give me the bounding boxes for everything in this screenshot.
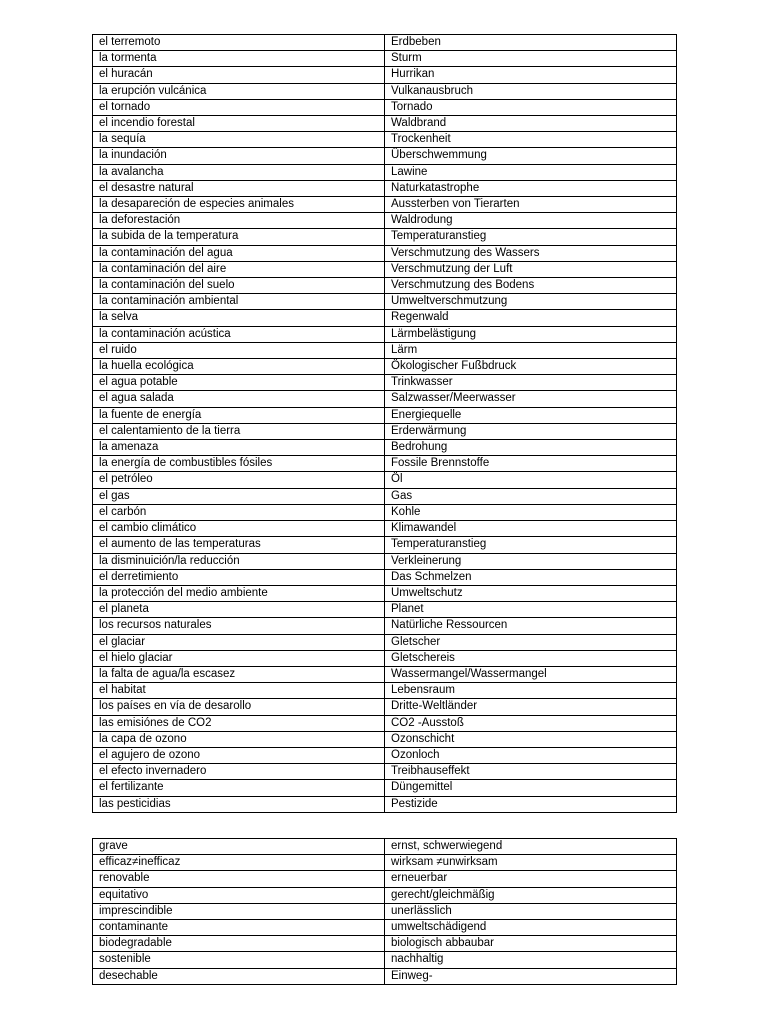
german-translation: Lärm: [385, 342, 677, 358]
table-row: [93, 887, 677, 903]
table-row: [93, 83, 677, 99]
vocabulary-table-body: [93, 839, 677, 985]
table-row: [93, 440, 677, 456]
table-row: [93, 359, 677, 375]
spanish-term: la erupción vulcánica: [93, 83, 385, 99]
spanish-term: el glaciar: [93, 634, 385, 650]
german-translation: Überschwemmung: [385, 148, 677, 164]
spanish-term: la protección del medio ambiente: [93, 585, 385, 601]
spanish-term: el agua salada: [93, 391, 385, 407]
table-row: [93, 855, 677, 871]
spanish-term: el tornado: [93, 99, 385, 115]
german-translation: umweltschädigend: [385, 920, 677, 936]
table-row: [93, 67, 677, 83]
german-translation: Verkleinerung: [385, 553, 677, 569]
german-translation: Fossile Brennstoffe: [385, 456, 677, 472]
german-translation: Umweltverschmutzung: [385, 294, 677, 310]
spanish-term: contaminante: [93, 920, 385, 936]
german-translation: Hurrikan: [385, 67, 677, 83]
spanish-term: la tormenta: [93, 51, 385, 67]
german-translation: ernst, schwerwiegend: [385, 839, 677, 855]
spanish-term: la contaminación del suelo: [93, 278, 385, 294]
spanish-term: la avalancha: [93, 164, 385, 180]
spanish-term: el carbón: [93, 504, 385, 520]
german-translation: Trockenheit: [385, 132, 677, 148]
spanish-term: el agua potable: [93, 375, 385, 391]
table-row: [93, 504, 677, 520]
spanish-term: el aumento de las temperaturas: [93, 537, 385, 553]
spanish-term: el derretimiento: [93, 569, 385, 585]
table-row: [93, 310, 677, 326]
table-row: [93, 585, 677, 601]
spanish-term: el efecto invernadero: [93, 764, 385, 780]
german-translation: Klimawandel: [385, 521, 677, 537]
spanish-term: las pesticidias: [93, 796, 385, 812]
german-translation: Planet: [385, 602, 677, 618]
table-row: [93, 294, 677, 310]
table-row: [93, 116, 677, 132]
spanish-term: el gas: [93, 488, 385, 504]
spanish-term: desechable: [93, 968, 385, 984]
german-translation: Verschmutzung des Wassers: [385, 245, 677, 261]
table-row: [93, 521, 677, 537]
table-row: [93, 391, 677, 407]
spanish-term: la deforestación: [93, 213, 385, 229]
table-row: [93, 569, 677, 585]
german-translation: Pestizide: [385, 796, 677, 812]
table-row: [93, 326, 677, 342]
spanish-term: la disminuición/la reducción: [93, 553, 385, 569]
spanish-term: la amenaza: [93, 440, 385, 456]
table-row: [93, 839, 677, 855]
german-translation: Tornado: [385, 99, 677, 115]
table-row: [93, 699, 677, 715]
table-row: [93, 99, 677, 115]
table-row: [93, 871, 677, 887]
german-translation: Gletschereis: [385, 650, 677, 666]
table-row: [93, 618, 677, 634]
spanish-term: efficaz≠inefficaz: [93, 855, 385, 871]
spanish-term: la desapareción de especies animales: [93, 197, 385, 213]
table-row: [93, 936, 677, 952]
spanish-term: el petróleo: [93, 472, 385, 488]
german-translation: biologisch abbaubar: [385, 936, 677, 952]
table-row: [93, 197, 677, 213]
table-row: [93, 261, 677, 277]
table-row: [93, 747, 677, 763]
table-row: [93, 456, 677, 472]
table-row: [93, 245, 677, 261]
table-row: [93, 796, 677, 812]
table-row: [93, 920, 677, 936]
table-row: [93, 164, 677, 180]
table-row: [93, 553, 677, 569]
german-translation: Aussterben von Tierarten: [385, 197, 677, 213]
spanish-term: el incendio forestal: [93, 116, 385, 132]
spanish-term: el planeta: [93, 602, 385, 618]
table-row: [93, 180, 677, 196]
german-translation: Vulkanausbruch: [385, 83, 677, 99]
german-translation: Erderwärmung: [385, 423, 677, 439]
table-row: [93, 780, 677, 796]
spanish-term: grave: [93, 839, 385, 855]
german-translation: CO2 -Ausstoß: [385, 715, 677, 731]
spanish-term: la fuente de energía: [93, 407, 385, 423]
german-translation: Wassermangel/Wassermangel: [385, 666, 677, 682]
spanish-term: la selva: [93, 310, 385, 326]
spanish-term: el hielo glaciar: [93, 650, 385, 666]
german-translation: Erdbeben: [385, 35, 677, 51]
spanish-term: la capa de ozono: [93, 731, 385, 747]
spanish-term: imprescindible: [93, 903, 385, 919]
table-row: [93, 278, 677, 294]
spanish-term: la contaminación acústica: [93, 326, 385, 342]
german-translation: Waldrodung: [385, 213, 677, 229]
table-row: [93, 51, 677, 67]
german-translation: Verschmutzung des Bodens: [385, 278, 677, 294]
german-translation: Einweg-: [385, 968, 677, 984]
spanish-term: la contaminación del agua: [93, 245, 385, 261]
spanish-term: el habitat: [93, 683, 385, 699]
spanish-term: el huracán: [93, 67, 385, 83]
german-translation: Temperaturanstieg: [385, 537, 677, 553]
german-translation: Ökologischer Fußbdruck: [385, 359, 677, 375]
table-row: [93, 602, 677, 618]
table-row: [93, 715, 677, 731]
german-translation: Bedrohung: [385, 440, 677, 456]
table-row: [93, 375, 677, 391]
spanish-term: el cambio climático: [93, 521, 385, 537]
table-row: [93, 903, 677, 919]
table-row: [93, 952, 677, 968]
table-row: [93, 229, 677, 245]
spanish-term: la contaminación del aire: [93, 261, 385, 277]
table-row: [93, 148, 677, 164]
spanish-term: la huella ecológica: [93, 359, 385, 375]
table-row: [93, 968, 677, 984]
german-translation: Das Schmelzen: [385, 569, 677, 585]
spanish-term: el desastre natural: [93, 180, 385, 196]
german-translation: Lärmbelästigung: [385, 326, 677, 342]
table-row: [93, 683, 677, 699]
german-translation: Umweltschutz: [385, 585, 677, 601]
german-translation: Trinkwasser: [385, 375, 677, 391]
spanish-term: biodegradable: [93, 936, 385, 952]
table-row: [93, 423, 677, 439]
table-row: [93, 342, 677, 358]
table-row: [93, 650, 677, 666]
spanish-term: el ruido: [93, 342, 385, 358]
german-translation: Energiequelle: [385, 407, 677, 423]
german-translation: gerecht/gleichmäßig: [385, 887, 677, 903]
german-translation: nachhaltig: [385, 952, 677, 968]
german-translation: unerlässlich: [385, 903, 677, 919]
german-translation: Temperaturanstieg: [385, 229, 677, 245]
german-translation: Verschmutzung der Luft: [385, 261, 677, 277]
table-row: [93, 764, 677, 780]
spanish-term: el fertilizante: [93, 780, 385, 796]
spanish-term: equitativo: [93, 887, 385, 903]
spanish-term: sostenible: [93, 952, 385, 968]
german-translation: Dritte-Weltländer: [385, 699, 677, 715]
german-translation: Düngemittel: [385, 780, 677, 796]
german-translation: Salzwasser/Meerwasser: [385, 391, 677, 407]
spanish-term: el terremoto: [93, 35, 385, 51]
table-row: [93, 472, 677, 488]
spanish-term: la inundación: [93, 148, 385, 164]
german-translation: Lebensraum: [385, 683, 677, 699]
spanish-term: la falta de agua/la escasez: [93, 666, 385, 682]
german-translation: Natürliche Ressourcen: [385, 618, 677, 634]
vocabulary-table-adjectives: [92, 838, 677, 985]
spanish-term: los recursos naturales: [93, 618, 385, 634]
table-row: [93, 634, 677, 650]
german-translation: Öl: [385, 472, 677, 488]
spanish-term: la sequía: [93, 132, 385, 148]
table-row: [93, 35, 677, 51]
spanish-term: las emisiónes de CO2: [93, 715, 385, 731]
table-row: [93, 132, 677, 148]
german-translation: Treibhauseffekt: [385, 764, 677, 780]
german-translation: Lawine: [385, 164, 677, 180]
german-translation: wirksam ≠unwirksam: [385, 855, 677, 871]
german-translation: erneuerbar: [385, 871, 677, 887]
german-translation: Sturm: [385, 51, 677, 67]
german-translation: Kohle: [385, 504, 677, 520]
spanish-term: la subida de la temperatura: [93, 229, 385, 245]
german-translation: Gas: [385, 488, 677, 504]
spanish-term: el calentamiento de la tierra: [93, 423, 385, 439]
german-translation: Naturkatastrophe: [385, 180, 677, 196]
vocabulary-table-body: [93, 35, 677, 813]
table-row: [93, 731, 677, 747]
german-translation: Ozonschicht: [385, 731, 677, 747]
spanish-term: renovable: [93, 871, 385, 887]
table-row: [93, 537, 677, 553]
german-translation: Regenwald: [385, 310, 677, 326]
spanish-term: la contaminación ambiental: [93, 294, 385, 310]
vocabulary-table-environment: [92, 34, 677, 813]
table-row: [93, 213, 677, 229]
table-row: [93, 488, 677, 504]
spanish-term: el agujero de ozono: [93, 747, 385, 763]
spanish-term: la energía de combustibles fósiles: [93, 456, 385, 472]
table-row: [93, 666, 677, 682]
german-translation: Waldbrand: [385, 116, 677, 132]
german-translation: Ozonloch: [385, 747, 677, 763]
spanish-term: los países en vía de desarollo: [93, 699, 385, 715]
table-row: [93, 407, 677, 423]
german-translation: Gletscher: [385, 634, 677, 650]
